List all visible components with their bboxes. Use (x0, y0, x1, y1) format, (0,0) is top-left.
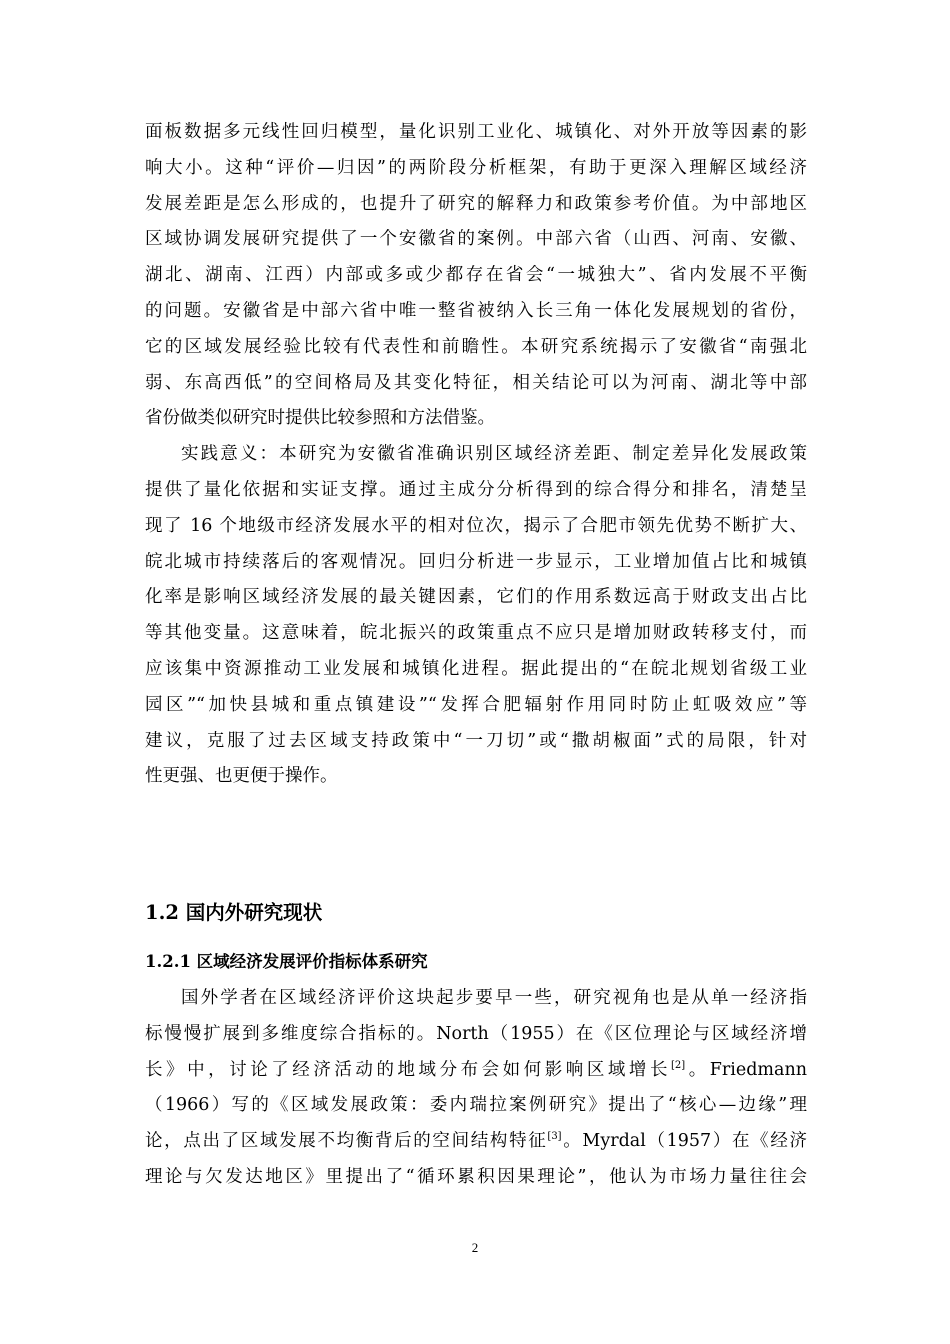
citation-reference[interactable]: [2] (671, 1059, 686, 1071)
text-line: 建议，克服了过去区域支持政策中“一刀切”或“撒胡椒面”式的局限，针对 (145, 730, 807, 751)
text-line: 园区”“加快县城和重点镇建设”“发挥合肥辐射作用同时防止虹吸效应”等 (145, 694, 807, 715)
text-segment: 长》中，讨论了经济活动的地域分布会如何影响区域增长 (145, 1059, 672, 1080)
text-line: 化率是影响区域经济发展的最关键因素，它们的作用系数远高于财政支出占比 (145, 587, 807, 608)
text-line (145, 1053, 807, 1089)
text-line: 国外学者在区域经济评价这块起步要早一些，研究视角也是从单一经济指 (181, 988, 807, 1008)
text-line: 的问题。安徽省是中部六省中唯一整省被纳入长三角一体化发展规划的省份， (145, 300, 807, 321)
text-line: 它的区域发展经验比较有代表性和前瞻性。本研究系统揭示了安徽省“南强北 (145, 336, 807, 357)
text-line: 等其他变量。这意味着，皖北振兴的政策重点不应只是增加财政转移支付，而 (145, 623, 807, 644)
text-line: 区域协调发展研究提供了一个安徽省的案例。中部六省（山西、河南、安徽、 (145, 229, 807, 250)
section-heading: 1.2 国内外研究现状 (145, 901, 323, 924)
text-line: 提供了量化依据和实证支撑。通过主成分分析得到的综合得分和排名，清楚呈 (145, 479, 807, 500)
paragraph-literature-review (145, 981, 807, 1196)
text-segment: 。Myrdal（1957）在《经济 (561, 1131, 807, 1152)
subsection-heading: 1.2.1 区域经济发展评价指标体系研究 (145, 952, 428, 971)
text-line: 皖北城市持续落后的客观情况。回归分析进一步显示，工业增加值占比和城镇 (145, 551, 807, 572)
text-line: 省份做类似研究时提供比较参照和方法借鉴。 (145, 408, 495, 429)
text-line: 实践意义：本研究为安徽省准确识别区域经济差距、制定差异化发展政策 (181, 444, 807, 465)
citation-reference[interactable]: [3] (547, 1131, 562, 1143)
paragraph-practical-significance (145, 437, 807, 795)
text-segment: 。Friedmann (685, 1059, 807, 1080)
text-line: 湖北、湖南、江西）内部或多或少都存在省会“一城独大”、省内发展不平衡 (145, 265, 807, 286)
page-number: 2 (471, 1240, 479, 1255)
text-line (145, 1124, 807, 1160)
text-line: 理论与欠发达地区》里提出了“循环累积因果理论”，他认为市场力量往往会 (145, 1166, 807, 1187)
body-text (145, 115, 807, 795)
text-line: （1966）写的《区域发展政策：委内瑞拉案例研究》提出了“核心—边缘”理 (145, 1095, 807, 1116)
paragraph-significance-theory (145, 115, 807, 437)
text-line: 性更强、也更便于操作。 (145, 766, 338, 787)
text-line: 标慢慢扩展到多维度综合指标的。North（1955）在《区位理论与区域经济增 (145, 1023, 807, 1044)
text-line: 现了 16 个地级市经济发展水平的相对位次，揭示了合肥市领先优势不断扩大、 (145, 515, 807, 536)
text-line: 应该集中资源推动工业发展和城镇化进程。据此提出的“在皖北规划省级工业 (145, 658, 807, 679)
text-line: 弱、东高西低”的空间格局及其变化特征，相关结论可以为河南、湖北等中部 (145, 372, 807, 393)
text-segment: 论，点出了区域发展不均衡背后的空间结构特征 (145, 1131, 548, 1152)
text-line: 面板数据多元线性回归模型，量化识别工业化、城镇化、对外开放等因素的影 (145, 122, 807, 142)
text-line: 响大小。这种“评价—归因”的两阶段分析框架，有助于更深入理解区域经济 (145, 157, 807, 178)
text-line: 发展差距是怎么形成的，也提升了研究的解释力和政策参考价值。为中部地区 (145, 193, 807, 214)
body-text-section-1-2-1 (145, 981, 807, 1196)
